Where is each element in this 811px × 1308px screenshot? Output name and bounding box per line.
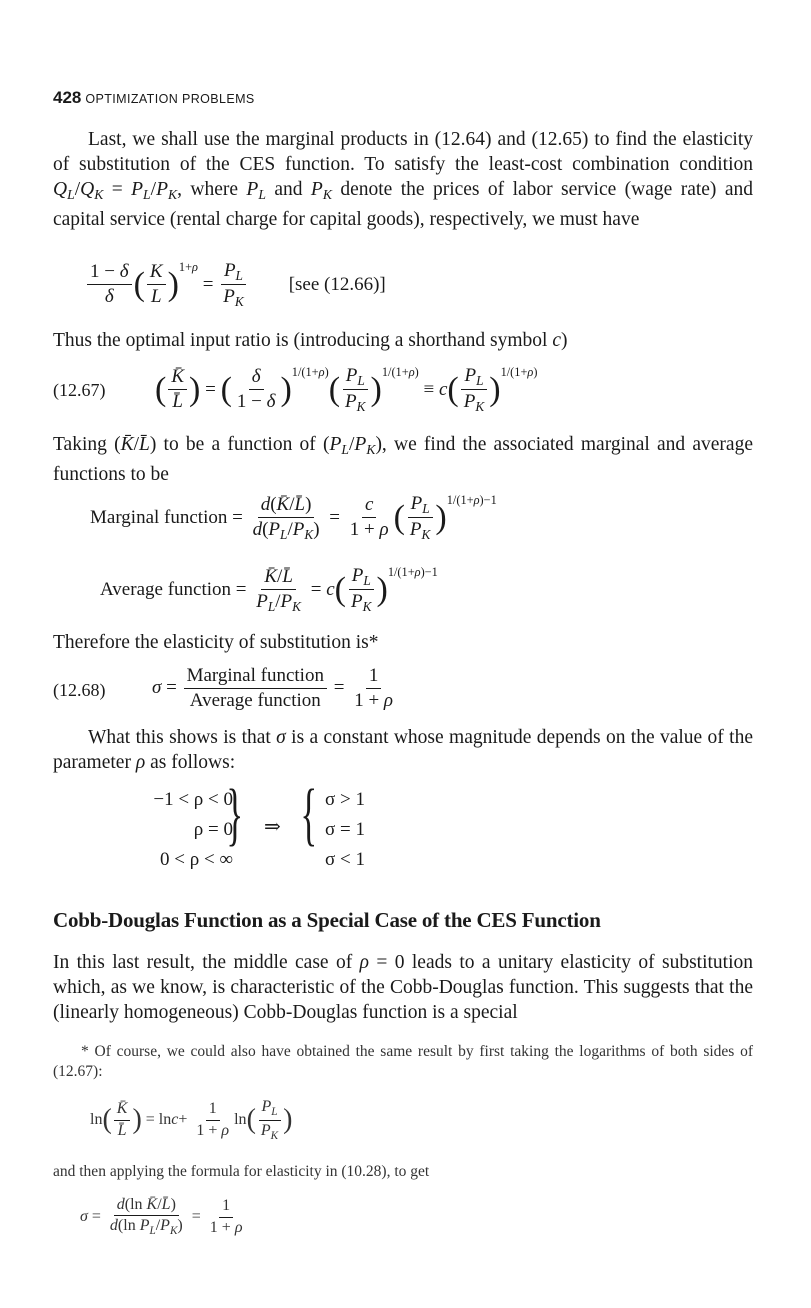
paragraph-section-text: In this last result, the middle case of ρ = 0 leads to a unitary elasticity of substitution which, as we know, is characteristic of the Cobb-Douglas function. This suggests that the (linearly homogeneous) Cobb-Douglas function is a special (53, 952, 753, 1023)
cases-right (325, 785, 365, 875)
running-title: OPTIMIZATION PROBLEMS (85, 92, 255, 106)
paragraph-therefore: Therefore the elasticity of substitution is* (53, 632, 379, 653)
see-reference: [see (12.66)] (288, 273, 386, 295)
paragraph-what: What this shows is that σ is a constant whose magnitude depends on the value of the parameter ρ as follows: (53, 727, 753, 773)
equation-1268: σ = $\frac{\text{Marginal function}}{\text{Average function}}$ = $\frac{1}{1 + \rho}$ (152, 665, 394, 711)
page-number: 428 (53, 88, 82, 107)
average-function-label: Average function (100, 578, 232, 600)
paragraph-optimal: Thus the optimal input ratio is (introducing a shorthand symbol c) (53, 330, 568, 351)
section-heading: Cobb-Douglas Function as a Special Case of the CES Function (53, 908, 601, 932)
equation-1267: ( $\frac{K̄}{L̄}$ ) = ( $\frac{\delta}{1 - \delta}$ ) $^{1/(1+\rho )}$ ( $\frac{P_L}{P_K}$ ) $^{1/(1+\rho )}$ ≡ c ( $\frac{P_L}{P_K}$ ) $^{1/(1+\rho )}$ (155, 365, 538, 415)
case-right-3: σ < 1 (325, 849, 365, 870)
marginal-function-label: Marginal function (90, 506, 228, 528)
case-left-1: −1 < ρ < 0 (153, 789, 233, 810)
footnote-text-1: * Of course, we could also have obtained the same result by first taking the logarithms of both sides of (12.67): (53, 1043, 753, 1080)
case-left-3: 0 < ρ < ∞ (160, 849, 233, 870)
footnote-log-equation: ln ( $\frac{K̄}{L̄}$ ) = ln c + $\frac{1}{1 + \rho}$ ln ( $\frac{P_L}{P_K}$ ) (90, 1098, 293, 1142)
case-right-1: σ > 1 (325, 789, 365, 810)
right-brace: } (226, 776, 244, 853)
running-header (53, 88, 255, 108)
footnote-elasticity-equation: σ = $\frac{\text{d(ln K̄/L̄)}}{d(\ln P_L/P_K)}$ = $\frac{1}{1 + \rho}$ (80, 1196, 243, 1238)
equation-first-order-condition: $\frac{1 - \delta}{\delta}$ ( $\frac{K}{L}$ ) $^{1+\rho}$ = $\frac{P_L}{P_K}$ [see (12.66)] (85, 260, 386, 310)
paragraph-taking: Taking (K̄/L̄) to be a function of $(P_L/P_K)$, we find the associated marginal and average functions to be (53, 434, 753, 485)
equation-average-function: Average function = $\frac{K̄/L̄}{P_L/P_K}$ = c ( $\frac{P_L}{P_K}$ ) $^{1/(1+\rho )-1}$ (100, 565, 438, 615)
ratio-denominator: Average function (189, 689, 321, 711)
ratio-numerator: Marginal function (184, 665, 327, 689)
case-right-2: σ = 1 (325, 819, 365, 840)
equation-label-1268: (12.68) (53, 680, 106, 700)
equation-marginal-function: Marginal function = $\frac{d(K̄/L̄)}{d(P_L/P_K)}$ = $\frac{c}{1 + \rho}$ ( $\frac{P_L}{P_K}$ ) $^{1/(1+\rho )-1}$ (90, 493, 497, 543)
paragraph-intro: Last, we shall use the marginal products in (12.64) and (12.65) to find the elasticity of substitution of the CES function. To satisfy the least-cost combination condition $Q_L/Q_K = P_L/P_K$, where $P_L$ and $P_K$ denote the prices of labor service (wage rate) and capital service (rental charge for capital goods), respectively, we must have (53, 129, 753, 230)
equation-label-1267: (12.67) (53, 380, 106, 400)
case-left-2: ρ = 0 (193, 819, 233, 840)
cases-left (58, 785, 233, 875)
implies-arrow: ⇒ (264, 816, 281, 838)
footnote-text-2: and then applying the formula for elasticity in (10.28), to get (53, 1163, 430, 1180)
left-brace: { (300, 776, 318, 853)
